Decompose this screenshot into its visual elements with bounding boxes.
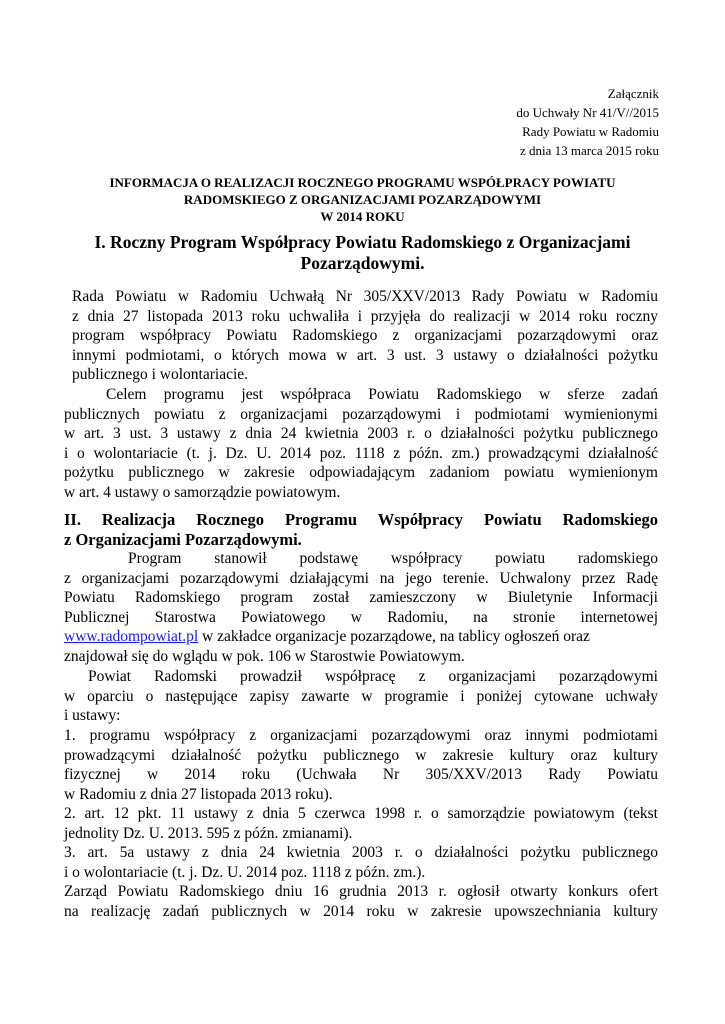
section-1-heading xyxy=(40,232,685,274)
text-line: i o wolontariacie (t. j. Dz. U. 2014 poz. 1118 z późn. zm.). xyxy=(64,863,426,881)
text-line: 3. art. 5a ustawy z dnia 24 kwietnia 2003 r. o działalności pożytku publicznego xyxy=(64,844,658,861)
annex-council: Rady Powiatu w Radomiu xyxy=(522,124,659,139)
text-line: jednolity Dz. U. 2013. 595 z późn. zmianami). xyxy=(64,824,353,842)
text-line: i ustawy: xyxy=(64,707,121,724)
heading-line: z Organizacjami Pozarządowymi. xyxy=(64,530,302,549)
text-line: program współpracy Powiatu Radomskiego z organizacjami pozarządowymi oraz xyxy=(72,327,658,344)
list-item-1 xyxy=(64,726,658,804)
text-line: innymi podmiotami, o których mowa w art. 3 ust. 3 ustawy o działalności pożytku xyxy=(72,346,658,364)
section-2-paragraph-3 xyxy=(64,882,658,921)
text-line: Rada Powiatu w Radomiu Uchwałą Nr 305/XXV/2013 Rady Powiatu w Radomiu xyxy=(72,288,658,305)
text-line: 2. art. 12 pkt. 11 ustawy z dnia 5 czerwca 1998 r. o samorządzie powiatowym (tekst xyxy=(64,805,658,822)
heading-line: Pozarządowymi. xyxy=(300,253,425,273)
annex-header xyxy=(516,84,659,160)
website-link[interactable]: www.radompowiat.pl xyxy=(64,628,199,645)
heading-line: II. Realizacja Rocznego Programu Współpracy Powiatu Radomskiego xyxy=(64,510,658,529)
text-fragment: w zakładce organizacje pozarządowe, na tablicy ogłoszeń oraz xyxy=(202,628,590,645)
text-line: Powiat Radomski prowadził współpracę z organizacjami pozarządowymi xyxy=(88,668,658,685)
text-line: Program stanowił podstawę współpracy powiatu radomskiego xyxy=(128,550,658,567)
text-line: i o wolontariacie (t. j. Dz. U. 2014 poz. 1118 z późn. zm.) prowadzącymi działalność xyxy=(64,444,658,462)
text-line: na realizację zadań publicznych w 2014 roku w zakresie upowszechniania kultury xyxy=(64,902,658,920)
section-1-paragraph-1 xyxy=(72,287,658,385)
annex-resolution: do Uchwały Nr 41/V//2015 xyxy=(516,105,659,120)
list-item-2 xyxy=(64,804,658,843)
annex-date: z dnia 13 marca 2015 roku xyxy=(520,143,659,158)
text-line: w oparciu o następujące zapisy zawarte w programie i poniżej cytowane uchwały xyxy=(64,687,658,705)
text-line: Publicznej Starostwa Powiatowego w Radomiu, na stronie internetowej xyxy=(64,608,658,626)
text-line-with-link xyxy=(64,627,658,647)
text-line: Powiatu Radomskiego program został zamieszczony w Biuletynie Informacji xyxy=(64,589,658,606)
heading-line: I. Roczny Program Współpracy Powiatu Radomskiego z Organizacjami xyxy=(94,232,631,252)
text-line: publicznego i wolontariacie. xyxy=(72,366,249,383)
section-2-heading xyxy=(64,510,658,550)
list-item-3 xyxy=(64,843,658,882)
text-line: Zarząd Powiatu Radomskiego dniu 16 grudnia 2013 r. ogłosił otwarty konkurs ofert xyxy=(64,883,658,900)
text-line: publicznych powiatu z organizacjami pozarządowymi i podmiotami wymienionymi xyxy=(64,405,658,423)
text-line: pożytku publicznego w zakresie odpowiadającym zadaniom powiatu wymienionym xyxy=(64,464,658,481)
title-line: INFORMACJA O REALIZACJI ROCZNEGO PROGRAMU WSPÓŁPRACY POWIATU xyxy=(109,175,616,190)
section-2-paragraph-2 xyxy=(64,667,658,726)
document-title xyxy=(40,174,685,225)
text-line: 1. programu współpracy z organizacjami pozarządowymi oraz innymi podmiotami xyxy=(64,727,658,744)
section-1-paragraph-2 xyxy=(64,385,658,502)
title-line: W 2014 ROKU xyxy=(320,209,405,224)
text-line: w Radomiu z dnia 27 listopada 2013 roku). xyxy=(64,785,333,803)
text-line: w art. 4 ustawy o samorządzie powiatowym. xyxy=(64,483,341,501)
text-line: z organizacjami pozarządowymi działającymi na jego terenie. Uchwalony przez Radę xyxy=(64,569,658,587)
text-line: w art. 3 ust. 3 ustawy z dnia 24 kwietnia 2003 r. o działalności pożytku publicznego xyxy=(64,425,658,442)
section-2-paragraph-1 xyxy=(64,549,658,666)
text-line: z dnia 27 listopada 2013 roku uchwaliła i przyjęła do realizacji w 2014 roku roczny xyxy=(72,307,658,325)
annex-label: Załącznik xyxy=(607,86,659,101)
text-line: fizycznej w 2014 roku (Uchwała Nr 305/XXV/2013 Rady Powiatu xyxy=(64,766,658,783)
text-line: znajdował się do wglądu w pok. 106 w Starostwie Powiatowym. xyxy=(64,647,465,665)
text-line: Celem programu jest współpraca Powiatu Radomskiego w sferze zadań xyxy=(106,386,658,403)
title-line: RADOMSKIEGO Z ORGANIZACJAMI POZARZĄDOWYMI xyxy=(183,192,542,207)
text-line: prowadzącymi działalność pożytku publicznego w zakresie kultury oraz kultury xyxy=(64,746,658,764)
